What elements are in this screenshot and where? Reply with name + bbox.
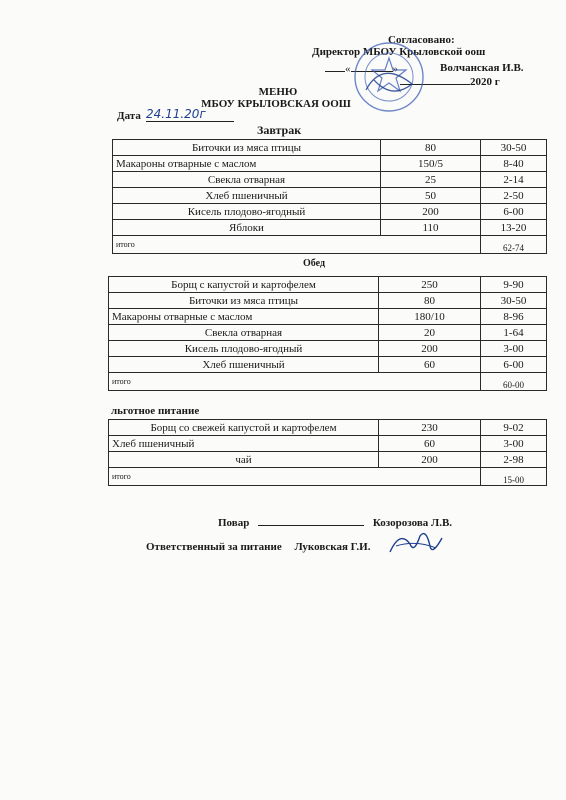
responsible-signature-line [146,541,370,553]
dish-price: 30-50 [481,140,547,156]
dish-name: Кисель плодово-ягодный [109,341,379,357]
menu-row [113,188,547,204]
total-label: итого [109,468,481,486]
cook-label: Повар [218,517,250,529]
breakfast-table [112,139,547,254]
dish-name: чай [109,452,379,468]
date-label: Дата [117,110,141,122]
dish-name: Свекла отварная [113,172,381,188]
school-name: МБОУ КРЫЛОВСКАЯ ООШ [201,98,351,110]
menu-row [113,156,547,172]
responsible-label: Ответственный за питание [146,541,282,553]
dish-quantity: 60 [379,436,481,452]
dish-quantity: 230 [379,420,481,436]
dish-quantity: 110 [381,220,481,236]
approval-date-line: « » [325,63,398,76]
menu-row [109,293,547,309]
dish-quantity: 80 [379,293,481,309]
approval-year: 2020 г [400,76,500,89]
dish-quantity: 25 [381,172,481,188]
approval-director: Директор МБОУ Крыловской оош [312,46,486,58]
dish-name: Хлеб пшеничный [109,357,379,373]
preferential-heading: льготное питание [111,405,200,417]
approval-director-name: Волчанская И.В. [440,62,524,74]
dish-name: Яблоки [113,220,381,236]
menu-row [109,309,547,325]
dish-price: 8-40 [481,156,547,172]
dish-name: Хлеб пшеничный [113,188,381,204]
responsible-name: Луковская Г.И. [294,541,371,553]
total-label: итого [113,236,481,254]
total-value: 62-74 [481,236,547,254]
dish-name: Биточки из мяса птицы [109,293,379,309]
lunch-heading: Обед [303,258,326,269]
handwritten-signature [386,526,446,560]
total-row [109,373,547,391]
preferential-table [108,419,547,486]
dish-price: 2-14 [481,172,547,188]
dish-name: Свекла отварная [109,325,379,341]
dish-price: 8-96 [481,309,547,325]
dish-price: 6-00 [481,357,547,373]
dish-price: 3-00 [481,436,547,452]
dish-name: Борщ с капустой и картофелем [109,277,379,293]
dish-name: Макароны отварные с маслом [109,309,379,325]
dish-price: 13-20 [481,220,547,236]
dish-price: 2-50 [481,188,547,204]
menu-row [109,420,547,436]
menu-row [109,277,547,293]
dish-quantity: 80 [381,140,481,156]
dish-name: Биточки из мяса птицы [113,140,381,156]
dish-price: 6-00 [481,204,547,220]
menu-row [113,220,547,236]
dish-quantity: 200 [381,204,481,220]
dish-price: 9-90 [481,277,547,293]
dish-quantity: 250 [379,277,481,293]
dish-quantity: 60 [379,357,481,373]
dish-name: Макароны отварные с маслом [113,156,381,172]
menu-row [113,172,547,188]
dish-name: Кисель плодово-ягодный [113,204,381,220]
cook-signature-blank [258,525,364,526]
menu-row [109,325,547,341]
dish-price: 30-50 [481,293,547,309]
total-row [109,468,547,486]
dish-price: 3-00 [481,341,547,357]
dish-quantity: 50 [381,188,481,204]
dish-name: Хлеб пшеничный [109,436,379,452]
approval-heading: Согласовано: [388,34,455,46]
menu-title: МЕНЮ [258,86,298,98]
menu-row [113,140,547,156]
breakfast-heading: Завтрак [257,123,302,137]
dish-quantity: 200 [379,341,481,357]
total-label: итого [109,373,481,391]
dish-price: 2-98 [481,452,547,468]
lunch-table [108,276,547,391]
total-value: 60-00 [481,373,547,391]
total-value: 15-00 [481,468,547,486]
menu-row [113,204,547,220]
dish-price: 1-64 [481,325,547,341]
menu-row [109,436,547,452]
date-value: 24.11.20г [146,107,234,122]
dish-price: 9-02 [481,420,547,436]
menu-row [109,452,547,468]
dish-quantity: 180/10 [379,309,481,325]
dish-quantity: 20 [379,325,481,341]
dish-quantity: 200 [379,452,481,468]
menu-row [109,341,547,357]
menu-row [109,357,547,373]
cook-name: Козорозова Л.В. [372,517,453,529]
total-row [113,236,547,254]
dish-name: Борщ со свежей капустой и картофелем [109,420,379,436]
dish-quantity: 150/5 [381,156,481,172]
